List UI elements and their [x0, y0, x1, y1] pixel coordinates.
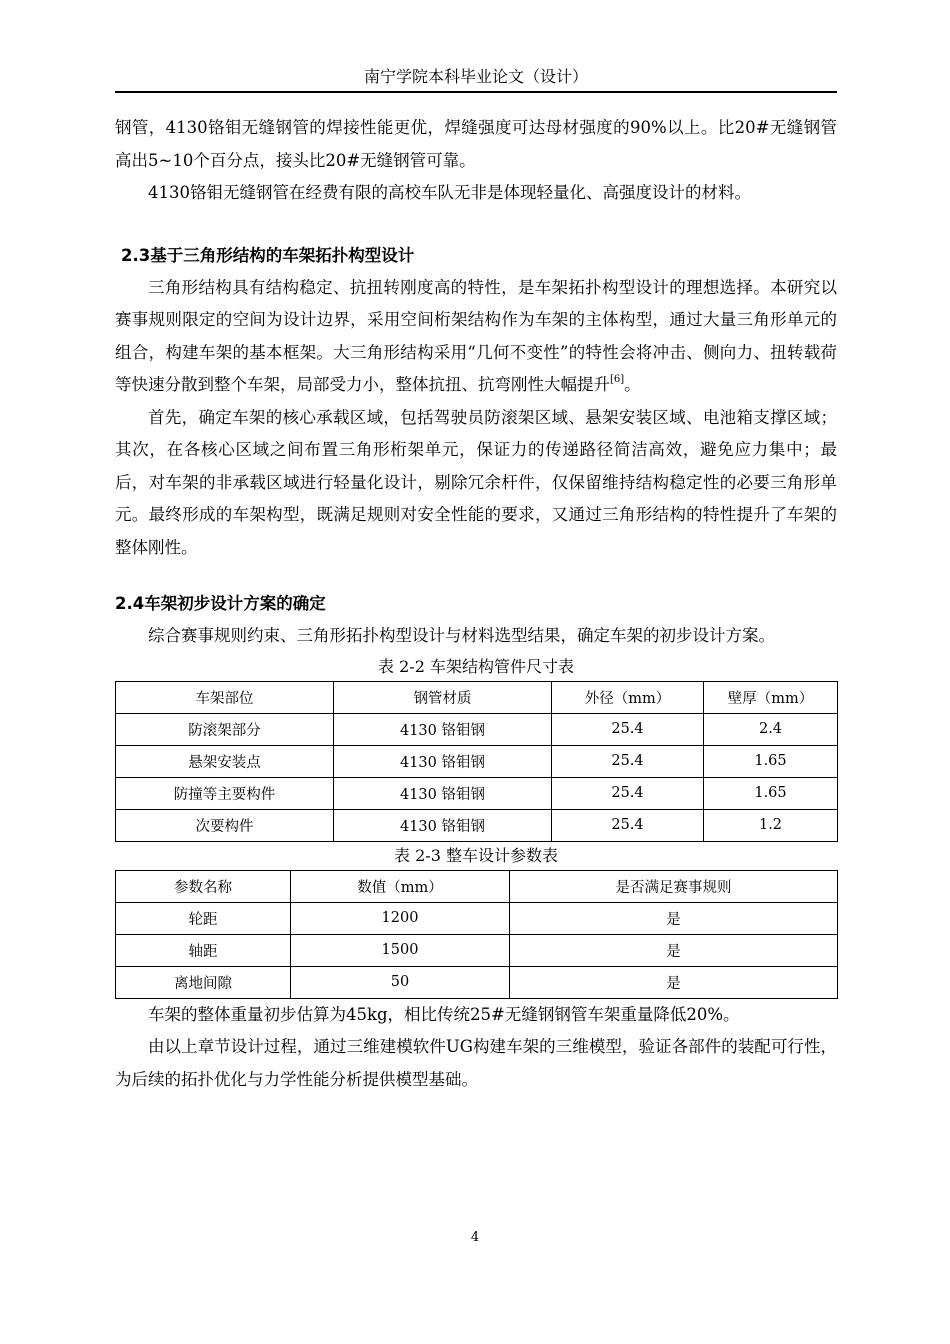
table-cell: 1500 — [291, 934, 510, 966]
table-cell: 防滚架部分 — [116, 713, 334, 745]
section-2-4-paragraph-1: 综合赛事规则约束、三角形拓扑构型设计与材料选型结果，确定车架的初步设计方案。 — [148, 626, 775, 645]
table-cell: 4130 铬钼钢 — [334, 745, 552, 777]
section-2-4-heading: 2.4车架初步设计方案的确定 — [115, 594, 326, 613]
page-header — [115, 63, 837, 93]
citation-6: [6] — [610, 374, 625, 385]
table-2-3-caption: 表 2-3 整车设计参数表 — [394, 845, 558, 865]
table-cell: 4130 铬钼钢 — [334, 713, 552, 745]
table-cell: 次要构件 — [116, 809, 334, 841]
table-header-cell: 数值（mm） — [291, 870, 510, 902]
page-body — [115, 112, 837, 1096]
table-cell: 1.2 — [704, 809, 838, 841]
table-row — [116, 902, 838, 934]
table-cell: 4130 铬钼钢 — [334, 777, 552, 809]
table-row — [116, 777, 838, 809]
table-cell: 2.4 — [704, 713, 838, 745]
intro-paragraph-1: 钢管，4130铬钼无缝钢管的焊接性能更优，焊缝强度可达母材强度的90%以上。比20#无缝钢管高出5~10个百分点，接头比20#无缝钢管可靠。 — [115, 118, 837, 170]
table-2-2 — [115, 681, 838, 842]
table-cell: 25.4 — [552, 713, 704, 745]
table-cell: 轴距 — [116, 934, 291, 966]
table-cell: 50 — [291, 966, 510, 998]
closing-paragraph-2: 由以上章节设计过程，通过三维建模软件UG构建车架的三维模型，验证各部件的装配可行性，为后续的拓扑优化与力学性能分析提供模型基础。 — [115, 1037, 837, 1089]
closing-paragraph-1: 车架的整体重量初步估算为45kg，相比传统25#无缝钢钢管车架重量降低20%。 — [148, 1004, 740, 1024]
table-header-cell: 是否满足赛事规则 — [510, 870, 838, 902]
header-title: 南宁学院本科毕业论文（设计） — [363, 67, 588, 86]
table-header-row — [116, 681, 838, 713]
table-header-cell: 钢管材质 — [334, 681, 552, 713]
table-2-3 — [115, 870, 838, 999]
table-header-cell: 车架部位 — [116, 681, 334, 713]
table-cell: 轮距 — [116, 902, 291, 934]
table-cell: 悬架安装点 — [116, 745, 334, 777]
table-row — [116, 745, 838, 777]
table-cell: 1200 — [291, 902, 510, 934]
table-2-2-caption: 表 2-2 车架结构管件尺寸表 — [378, 656, 574, 676]
table-header-cell: 外径（mm） — [552, 681, 704, 713]
intro-paragraph-2: 4130铬钼无缝钢管在经费有限的高校车队无非是体现轻量化、高强度设计的材料。 — [148, 183, 751, 202]
table-cell: 25.4 — [552, 809, 704, 841]
table-header-row — [116, 870, 838, 902]
table-cell: 4130 铬钼钢 — [334, 809, 552, 841]
table-row — [116, 934, 838, 966]
section-2-3-paragraph-2: 首先，确定车架的核心承载区域，包括驾驶员防滚架区域、悬架安装区域、电池箱支撑区域；其次，在各核心区域之间布置三角形桁架单元，保证力的传递路径简洁高效，避免应力集中；最后，对车架的非承载区域进行轻量化设计，剔除冗余杆件，仅保留维持结构稳定性的必要三角形单元。最终形成的车架构型，既满足规则对安全性能的要求，又通过三角形结构的特性提升了车架的整体刚性。 — [115, 407, 837, 557]
table-cell: 25.4 — [552, 745, 704, 777]
table-header-cell: 壁厚（mm） — [704, 681, 838, 713]
table-cell: 25.4 — [552, 777, 704, 809]
table-row — [116, 966, 838, 998]
table-cell: 离地间隙 — [116, 966, 291, 998]
table-row — [116, 713, 838, 745]
table-header-cell: 参数名称 — [116, 870, 291, 902]
table-cell: 是 — [510, 966, 838, 998]
section-2-3-paragraph-1-text: 三角形结构具有结构稳定、抗扭转刚度高的特性，是车架拓扑构型设计的理想选择。本研究以赛事规则限定的空间为设计边界，采用空间桁架结构作为车架的主体构型，通过大量三角形单元的组合，构建车架的基本框架。大三角形结构采用“几何不变性”的特性会将冲击、侧向力、扭转载荷等快速分散到整个车架，局部受力小，整体抗扭、抗弯刚性大幅提升 — [115, 277, 837, 394]
table-cell: 是 — [510, 902, 838, 934]
table-cell: 防撞等主要构件 — [116, 777, 334, 809]
table-cell: 1.65 — [704, 745, 838, 777]
section-2-3-paragraph-1 — [115, 272, 837, 402]
section-2-3-heading: 2.3基于三角形结构的车架拓扑构型设计 — [121, 245, 415, 265]
table-row — [116, 809, 838, 841]
table-cell: 是 — [510, 934, 838, 966]
section-2-3-paragraph-1-end: 。 — [624, 375, 641, 394]
table-cell: 1.65 — [704, 777, 838, 809]
page-number: 4 — [470, 1230, 480, 1245]
